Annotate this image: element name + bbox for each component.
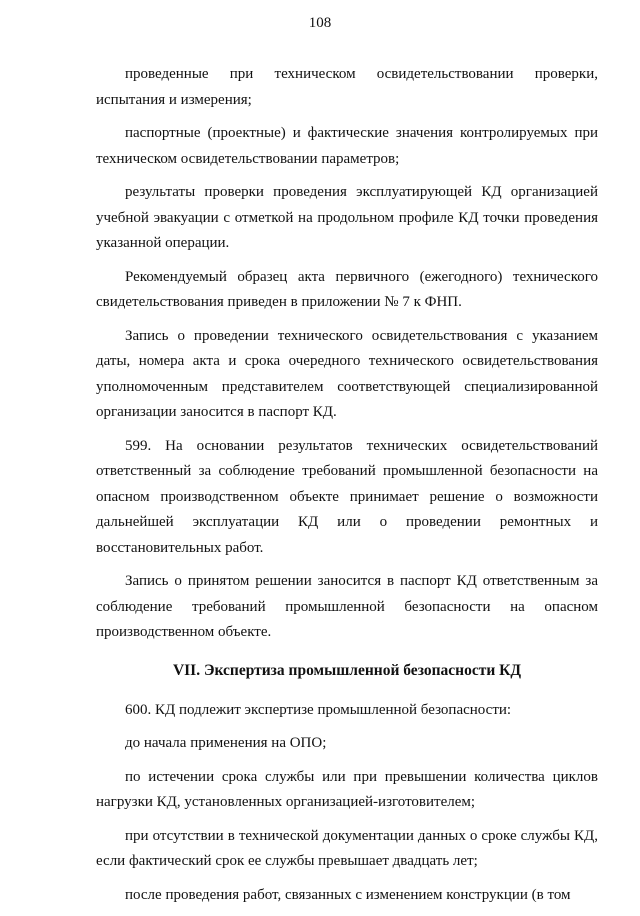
paragraph: Запись о проведении технического освидетельствования с указанием даты, номера акта и срока очередного технического освидетельствования уполномоченным представителем соответствующей специализированной организации заносится в паспорт КД. [96, 327, 598, 420]
paragraph: после проведения работ, связанных с изменением конструкции (в том [125, 886, 571, 903]
page-content [96, 62, 598, 916]
paragraph: Запись о принятом решении заносится в паспорт КД ответственным за соблюдение требований промышленной безопасности на опасном производственном объекте. [96, 573, 598, 640]
paragraph: проведенные при техническом освидетельствовании проверки, испытания и измерения; [96, 66, 598, 108]
paragraph: до начала применения на ОПО; [125, 735, 327, 751]
paragraph: при отсутствии в технической документации данных о сроке службы КД, если фактический срок ее службы превышает двадцать лет; [96, 827, 598, 869]
paragraph: паспортные (проектные) и фактические значения контролируемых при техническом освидетельствовании параметров; [96, 125, 598, 167]
section-heading: VII. Экспертиза промышленной безопасности КД [172, 661, 522, 679]
page-number: 108 [308, 15, 332, 31]
paragraph: результаты проверки проведения эксплуатирующей КД организацией учебной эвакуации с отметкой на продольном профиле КД точки проведения указанной операции. [96, 184, 598, 251]
paragraph: 599. На основании результатов технических освидетельствований ответственный за соблюдение требований промышленной безопасности на опасном производственном объекте принимает решение о возможности дальнейшей эксплуатации КД или о проведении ремонтных и восстановительных работ. [96, 437, 598, 556]
paragraph: 600. КД подлежит экспертизе промышленной безопасности: [125, 701, 512, 718]
paragraph: Рекомендуемый образец акта первичного (ежегодного) технического свидетельствования приведен в приложении № 7 к ФНП. [96, 268, 598, 310]
paragraph: по истечении срока службы или при превышении количества циклов нагрузки КД, установленных организацией-изготовителем; [96, 768, 598, 810]
